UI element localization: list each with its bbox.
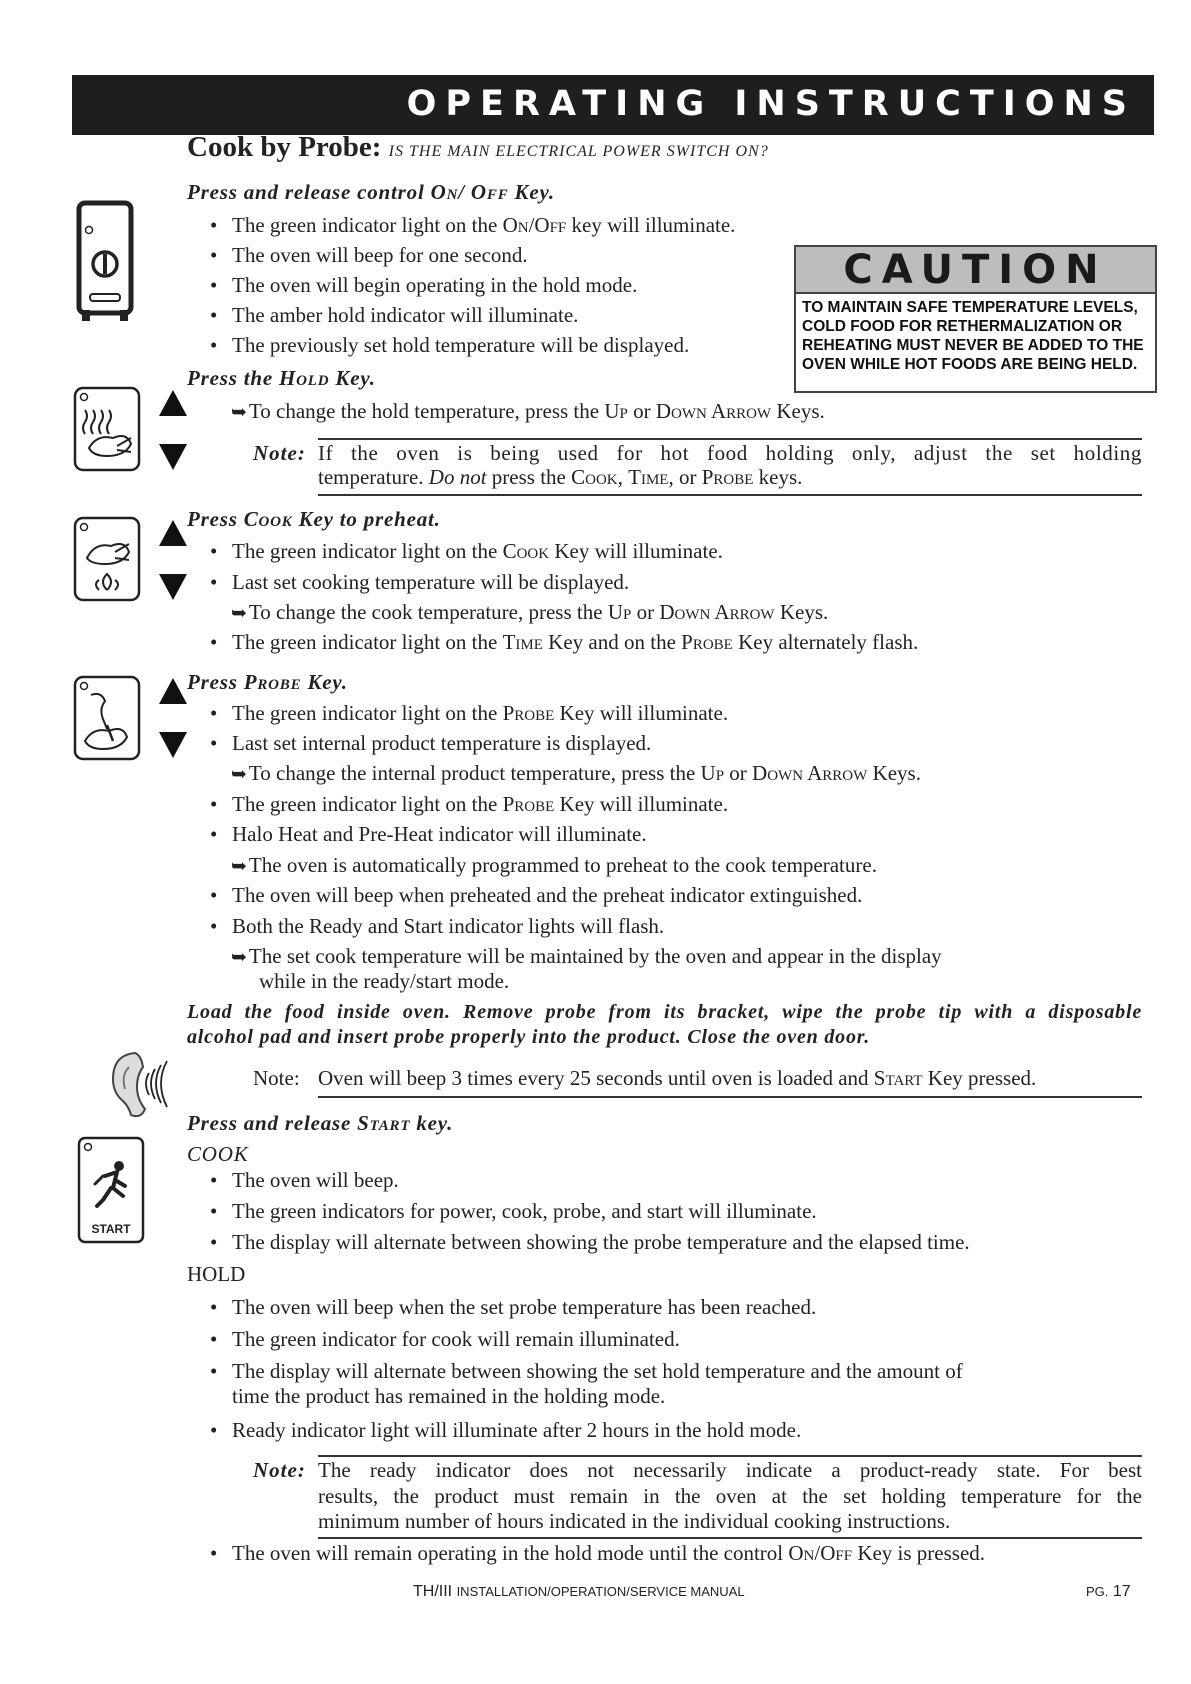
step-press-probe: Press Probe Key. (187, 670, 348, 694)
page-header-title: OPERATING INSTRUCTIONS (406, 84, 1136, 124)
list-item: • Halo Heat and Pre-Heat indicator will illuminate. (232, 822, 647, 847)
beep-note-text: Oven will beep 3 times every 25 seconds until oven is loaded and Start Key pressed. (318, 1066, 1037, 1090)
list-item: • Both the Ready and Start indicator lights will flash. (232, 914, 664, 939)
list-item: • The oven will beep when the set probe temperature has been reached. (232, 1295, 816, 1320)
arrow-bullet-icon: ➥ (231, 763, 247, 785)
up-down-arrow-icon (158, 520, 188, 602)
divider (318, 494, 1142, 496)
list-item: • The green indicators for power, cook, probe, and start will illuminate. (232, 1199, 817, 1224)
up-down-arrow-icon (158, 678, 188, 760)
list-item: • Last set cooking temperature will be displayed. (232, 570, 629, 595)
list-item: • The green indicator light on the Probe Key will illuminate. (232, 701, 728, 726)
load-instruction: Load the food inside oven. Remove probe from its bracket, wipe the probe tip with a disposable (187, 1001, 1142, 1023)
list-item: • The display will alternate between showing the set hold temperature and the amount of (232, 1359, 963, 1384)
cook-key-icon (73, 516, 141, 602)
list-item: • The oven will begin operating in the hold mode. (232, 273, 637, 298)
on-off-key-icon (76, 200, 134, 322)
list-item: • The previously set hold temperature will be displayed. (232, 333, 689, 358)
note-label: Note: (253, 441, 306, 465)
list-item: • The oven will beep for one second. (232, 243, 528, 268)
list-item: • The amber hold indicator will illuminate. (232, 303, 578, 328)
list-item: • Last set internal product temperature is displayed. (232, 731, 651, 756)
list-item: • The green indicator light on the Time Key and on the Probe Key alternately flash. (232, 630, 918, 655)
section-subtitle: IS THE MAIN ELECTRICAL POWER SWITCH ON? (388, 143, 769, 160)
arrow-item: ➥To change the internal product temperature, press the Up or Down Arrow Keys. (231, 761, 921, 785)
arrow-bullet-icon: ➥ (231, 401, 247, 423)
arrow-item: ➥The set cook temperature will be maintained by the oven and appear in the display (231, 944, 942, 968)
section-title-text: Cook by Probe: (187, 131, 382, 163)
caution-title: CAUTION (796, 247, 1155, 294)
cook-label: COOK (187, 1142, 249, 1166)
arrow-item: ➥The oven is automatically programmed to preheat to the cook temperature. (231, 853, 877, 877)
arrow-item: ➥To change the cook temperature, press the Up or Down Arrow Keys. (231, 600, 829, 624)
list-item: • The green indicator light on the Probe Key will illuminate. (232, 792, 728, 817)
hold-key-icon (73, 386, 141, 472)
arrow-bullet-icon: ➥ (231, 602, 247, 624)
note-label: Note: (253, 1458, 306, 1482)
hold-label: HOLD (187, 1262, 246, 1286)
divider (318, 1096, 1142, 1098)
arrow-item-continued: while in the ready/start mode. (259, 969, 510, 993)
list-item: • The oven will beep when preheated and the preheat indicator extinguished. (232, 883, 862, 908)
list-item: • The oven will beep. (232, 1168, 399, 1193)
load-instruction-continued: alcohol pad and insert probe properly into the product. Close the oven door. (187, 1026, 871, 1048)
note-text-line: temperature. Do not press the Cook, Time, or Probe keys. (318, 465, 803, 489)
start-key-label: START (91, 1222, 131, 1236)
list-item: • The oven will remain operating in the hold mode until the control On/Off Key is pressed. (232, 1541, 985, 1566)
note-text: If the oven is being used for hot food holding only, adjust the set holding (318, 441, 1142, 465)
ear-sound-icon (105, 1049, 173, 1117)
section-title (187, 131, 769, 164)
list-item: • The green indicator for cook will remain illuminated. (232, 1327, 680, 1352)
caution-text: TO MAINTAIN SAFE TEMPERATURE LEVELS, COLD FOOD FOR RETHERMALIZATION OR REHEATING MUST NEVER BE ADDED TO THE OVEN WHILE HOT FOODS ARE BEING HELD. (802, 299, 1144, 373)
caution-box (794, 245, 1157, 393)
list-item: • The green indicator light on the Cook Key will illuminate. (232, 539, 723, 564)
step-press-on-off: Press and release control On/ Off Key. (187, 180, 555, 204)
footer-page-number: PG. 17 (1086, 1583, 1131, 1600)
divider (318, 1537, 1142, 1539)
list-item: • The green indicator light on the On/Off key will illuminate. (232, 213, 735, 238)
probe-key-icon (73, 675, 141, 761)
note-text: results, the product must remain in the oven at the set holding temperature for the (318, 1484, 1142, 1508)
arrow-item: ➥To change the hold temperature, press the Up or Down Arrow Keys. (231, 399, 825, 423)
list-item-continued: time the product has remained in the holding mode. (232, 1384, 666, 1408)
step-press-cook: Press Cook Key to preheat. (187, 507, 441, 531)
list-item: • The display will alternate between showing the probe temperature and the elapsed time. (232, 1230, 970, 1255)
step-press-start: Press and release Start key. (187, 1111, 454, 1135)
step-press-hold: Press the Hold Key. (187, 366, 376, 390)
up-down-arrow-icon (158, 390, 188, 472)
list-item: • Ready indicator light will illuminate after 2 hours in the hold mode. (232, 1418, 801, 1443)
header-banner (72, 75, 1154, 135)
arrow-bullet-icon: ➥ (231, 946, 247, 968)
footer-manual-title: TH/III INSTALLATION/OPERATION/SERVICE MANUAL (413, 1583, 745, 1600)
note-label: Note: (253, 1066, 300, 1090)
note-text: The ready indicator does not necessarily indicate a product-ready state. For best (318, 1458, 1142, 1482)
arrow-bullet-icon: ➥ (231, 855, 247, 877)
note-text: minimum number of hours indicated in the individual cooking instructions. (318, 1509, 951, 1533)
